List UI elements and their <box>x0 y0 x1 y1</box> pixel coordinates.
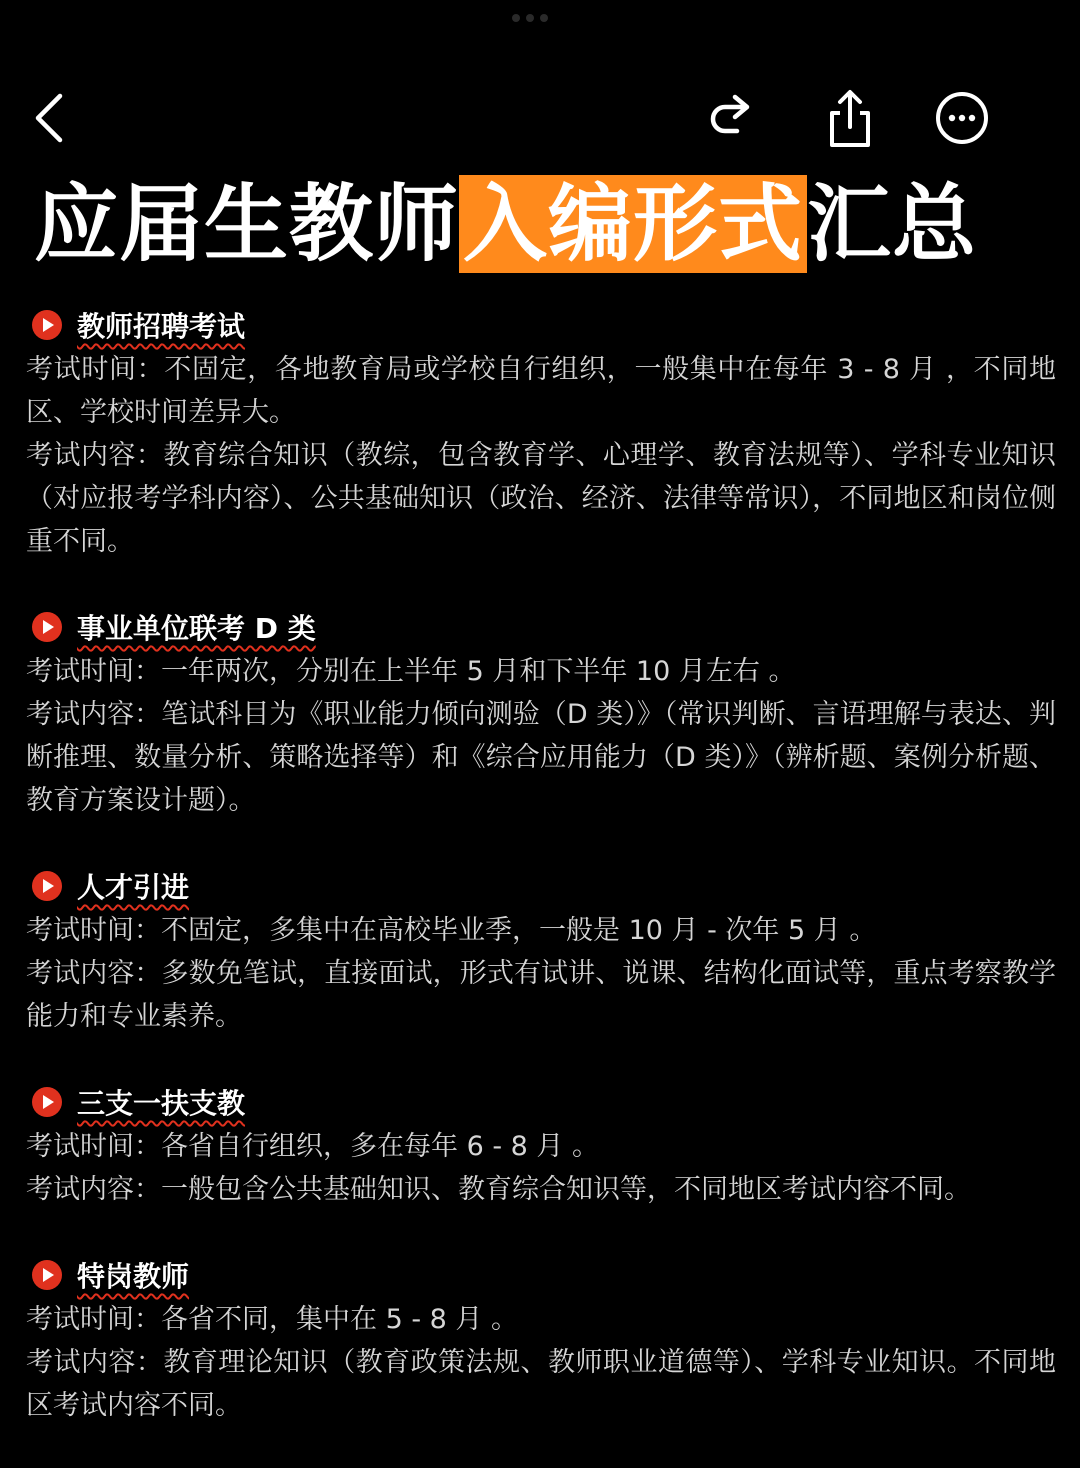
exam-content: 考试内容：多数免笔试，直接面试，形式有试讲、说课、结构化面试等，重点考察教学能力和专业素养。 <box>26 958 1056 1032</box>
section-title: 特岗教师 <box>77 1260 190 1293</box>
section-special-post-teacher <box>26 1252 1056 1427</box>
section-heading <box>26 863 1056 909</box>
section-teacher-recruitment <box>26 302 1056 563</box>
section-title: 事业单位联考 D 类 <box>77 612 316 645</box>
exam-content: 考试内容：教育综合知识（教综，包含教育学、心理学、教育法规等）、学科专业知识（对应报考学科内容）、公共基础知识（政治、经济、法律等常识），不同地区和岗位侧重不同。 <box>26 440 1056 557</box>
title-highlight: 入编形式 <box>459 175 807 273</box>
exam-time: 考试时间：不固定，各地教育局或学校自行组织，一般集中在每年 3 - 8 月 ，不同地区、学校时间差异大。 <box>26 354 1056 428</box>
section-talent-introduction <box>26 863 1056 1038</box>
section-heading <box>26 1252 1056 1298</box>
exam-content: 考试内容：笔试科目为《职业能力倾向测验（D 类）》（常识判断、言语理解与表达、判断推理、数量分析、策略选择等）和《综合应用能力（D 类）》（辨析题、案例分析题、教育方案设计题）。 <box>26 699 1056 816</box>
play-bullet-icon <box>31 611 63 643</box>
section-title: 三支一扶支教 <box>77 1087 246 1120</box>
exam-content: 考试内容：一般包含公共基础知识、教育综合知识等，不同地区考试内容不同。 <box>26 1174 971 1205</box>
section-heading <box>26 604 1056 650</box>
play-bullet-icon <box>31 309 63 341</box>
play-bullet-icon <box>31 1259 63 1291</box>
indicator-dot <box>526 14 534 22</box>
forward-button[interactable] <box>692 80 768 156</box>
more-circle-icon <box>934 90 990 146</box>
exam-time: 考试时间：一年两次，分别在上半年 5 月和下半年 10 月左右 。 <box>26 656 796 687</box>
section-title: 教师招聘考试 <box>77 310 246 343</box>
exam-time: 考试时间：不固定，多集中在高校毕业季，一般是 10 月 - 次年 5 月 。 <box>26 915 877 946</box>
exam-time: 考试时间：各省自行组织，多在每年 6 - 8 月 。 <box>26 1131 600 1162</box>
article-body <box>26 302 1056 1468</box>
title-part2: 汇总 <box>807 175 978 273</box>
section-heading <box>26 302 1056 348</box>
section-three-supports <box>26 1079 1056 1211</box>
redo-arrow-icon <box>703 93 757 143</box>
indicator-dot <box>540 14 548 22</box>
section-public-institution-d <box>26 604 1056 822</box>
back-button[interactable] <box>12 80 88 156</box>
more-button[interactable] <box>924 80 1000 156</box>
section-title: 人才引进 <box>77 871 190 904</box>
top-navbar <box>0 80 1080 156</box>
title-part1: 应届生教师 <box>34 175 460 273</box>
play-bullet-icon <box>31 870 63 902</box>
share-upload-icon <box>825 87 875 149</box>
chevron-left-icon <box>28 90 72 146</box>
page-title <box>34 172 1074 276</box>
section-heading <box>26 1079 1056 1125</box>
share-button[interactable] <box>812 80 888 156</box>
exam-content: 考试内容：教育理论知识（教育政策法规、教师职业道德等）、学科专业知识。不同地区考试内容不同。 <box>26 1347 1056 1421</box>
page-indicator <box>512 14 548 22</box>
indicator-dot <box>512 14 520 22</box>
play-bullet-icon <box>31 1086 63 1118</box>
exam-time: 考试时间：各省不同，集中在 5 - 8 月 。 <box>26 1304 519 1335</box>
